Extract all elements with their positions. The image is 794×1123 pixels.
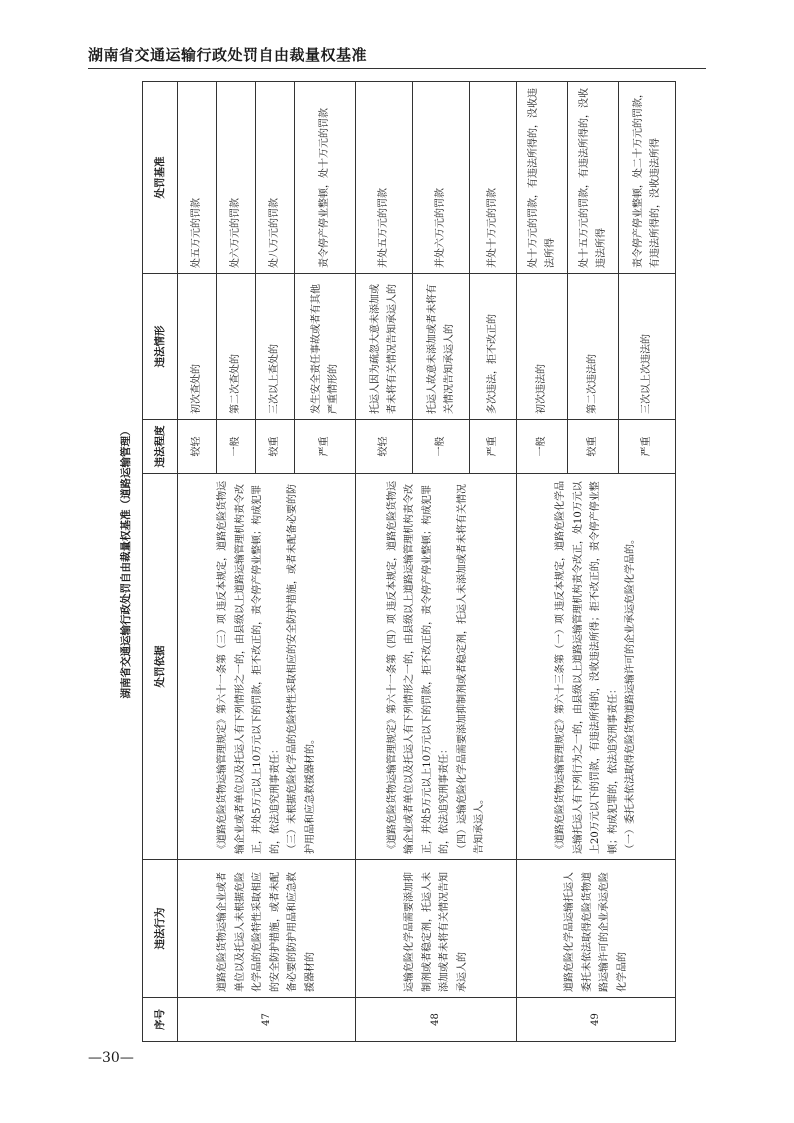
violation-degree: 严重 xyxy=(295,420,356,474)
violation-circumstance: 三次以上查处的 xyxy=(256,274,295,420)
penalty-standard: 并处五万元的罚款 xyxy=(356,82,413,274)
violation-degree: 严重 xyxy=(619,420,676,474)
violation-circumstance: 多次违法，拒不改正的 xyxy=(470,274,517,420)
violation-degree: 较重 xyxy=(568,420,619,474)
basis-paragraph: （四）运输危险化学品需要添加抑制剂或者稳定剂，托运人未添加或者未将有关情况告知承运人。 xyxy=(456,484,485,854)
table-row xyxy=(517,82,568,1042)
table-header-row xyxy=(143,82,178,1042)
page-number: —30— xyxy=(88,1050,134,1066)
penalty-standard: 处十万元的罚款，有违法所得的，没收违法所得 xyxy=(517,82,568,274)
violation-degree: 严重 xyxy=(470,420,517,474)
violation-circumstance: 初次违法的 xyxy=(517,274,568,420)
table-row xyxy=(178,82,217,1042)
violation-degree: 一般 xyxy=(217,420,256,474)
column-header-basis: 处罚依据 xyxy=(143,474,178,860)
penalty-standard: 并处六万元的罚款 xyxy=(413,82,470,274)
penalty-standard-table xyxy=(142,81,676,1042)
column-header-circumstance: 违法情形 xyxy=(143,274,178,420)
violation-behavior: 运输危险化学品需要添加抑制剂或者稳定剂，托运人未添加或者未将有关情况告知承运人的 xyxy=(356,860,517,998)
violation-circumstance: 托运人故意未添加或者未将有关情况告知承运人的 xyxy=(413,274,470,420)
table-row xyxy=(356,82,413,1042)
basis-paragraph: 《道路危险货物运输管理规定》第六十一条第（三）项 违反本规定，道路危险货物运输企业或者单位以及托运人有下列情形之一的，由县级以上道路运输管理机构责令改正，并处5万元以上10万元以下的罚款，拒不改正的，责令停产停业整顿；构成犯罪的，依法追究刑事责任： xyxy=(217,480,281,854)
column-header-standard: 处罚基准 xyxy=(143,82,178,274)
basis-paragraph: 《道路危险货物运输管理规定》第六十一条第（四）项 违反本规定，道路危险货物运输企业或者单位以及托运人有下列情形之一的，由县级以上道路运输管理机构责令改正，并处5万元以上10万元以下的罚款，拒不改正的，责令停产停业整顿；构成犯罪的，依法追究刑事责任： xyxy=(386,480,450,854)
violation-degree: 一般 xyxy=(413,420,470,474)
violation-circumstance: 三次以上次违法的 xyxy=(619,274,676,420)
violation-degree: 较重 xyxy=(256,420,295,474)
penalty-basis xyxy=(517,474,676,860)
violation-degree: 一般 xyxy=(517,420,568,474)
violation-behavior: 道路危险化学品运输托运人委托未依法取得危险货物道路运输许可的企业承运危险化学品的 xyxy=(517,860,676,998)
violation-circumstance: 托运人因为疏忽大意未添加或者未将有关情况告知承运人的 xyxy=(356,274,413,420)
basis-paragraph: （一）委托未依法取得危险货物道路运输许可的企业承运危险化学品的。 xyxy=(625,534,637,854)
basis-paragraph: 《道路危险货物运输管理规定》第六十三条第（一）项 违反本规定，道路危险化学品运输托运人有下列行为之一的，由县级以上道路运输管理机构责令改正，处10万元以上20万元以下的罚款，有违法所得的，没收违法所得；拒不改正的，责令停产停业整顿；构成犯罪的，依法追究刑事责任： xyxy=(555,480,619,854)
rotated-table-area xyxy=(112,82,688,1042)
penalty-standard: 责令停产停业整顿，处二十万元的罚款，有违法所得的，没收违法所得 xyxy=(619,82,676,274)
penalty-standard: 并处十万元的罚款 xyxy=(470,82,517,274)
column-header-behavior: 违法行为 xyxy=(143,860,178,998)
violation-circumstance: 发生安全责任事故或者有其他严重情形的 xyxy=(295,274,356,420)
violation-circumstance: 第二次查处的 xyxy=(217,274,256,420)
row-number: 49 xyxy=(517,998,676,1042)
violation-degree: 较轻 xyxy=(356,420,413,474)
violation-behavior: 道路危险货物运输企业或者单位以及托运人未根据危险化学品的危险特性采取相应的安全防护措施，或者未配备必要的防护用品和应急救援器材的 xyxy=(178,860,356,998)
violation-circumstance: 第二次违法的 xyxy=(568,274,619,420)
penalty-standard: 处十五万元的罚款，有违法所得的，没收违法所得 xyxy=(568,82,619,274)
penalty-standard: 责令停产停业整顿，处十万元的罚款 xyxy=(295,82,356,274)
table-caption: 湖南省交通运输行政处罚自由裁量权基准（道路运输管理） xyxy=(120,425,132,699)
penalty-standard: 处六万元的罚款 xyxy=(217,82,256,274)
row-number: 48 xyxy=(356,998,517,1042)
basis-paragraph: （三）未根据危险化学品的危险特性采取相应的安全防护措施，或者未配备必要的防护用品和应急救援器材的。 xyxy=(287,484,316,854)
column-header-no: 序号 xyxy=(143,998,178,1042)
column-header-degree: 违法程度 xyxy=(143,420,178,474)
header-divider xyxy=(88,68,706,69)
row-number: 47 xyxy=(178,998,356,1042)
penalty-standard: 处八万元的罚款 xyxy=(256,82,295,274)
violation-degree: 较轻 xyxy=(178,420,217,474)
document-header-title: 湖南省交通运输行政处罚自由裁量权基准 xyxy=(88,46,368,64)
penalty-basis xyxy=(356,474,517,860)
penalty-standard: 处五万元的罚款 xyxy=(178,82,217,274)
violation-circumstance: 初次查处的 xyxy=(178,274,217,420)
penalty-basis xyxy=(178,474,356,860)
